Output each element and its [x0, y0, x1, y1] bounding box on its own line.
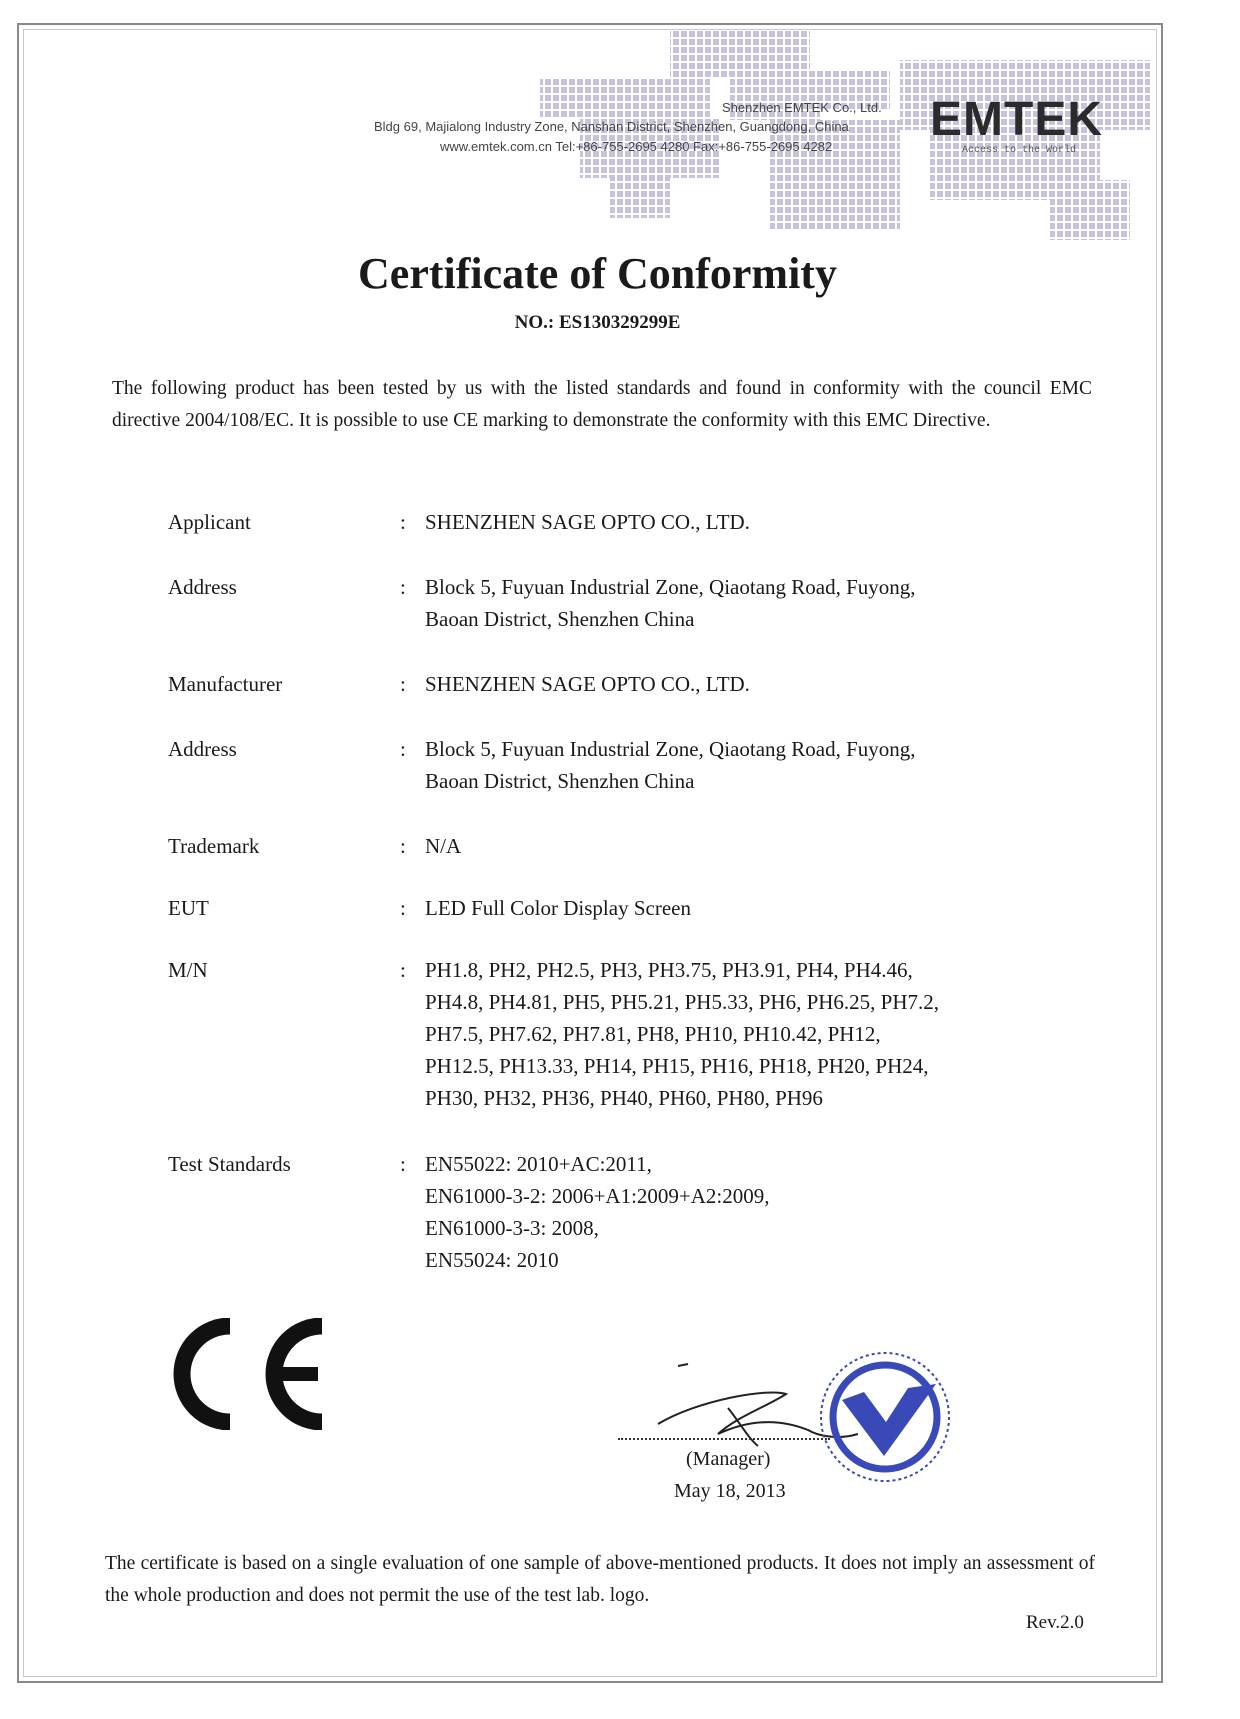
certificate-number: NO.: ES130329299E — [514, 312, 681, 333]
field-label: Address — [168, 737, 237, 761]
value-line: PH30, PH32, PH36, PH40, PH60, PH80, PH96 — [425, 1086, 823, 1110]
value-line: EN61000-3-2: 2006+A1:2009+A2:2009, — [425, 1184, 770, 1208]
footnote-disclaimer: The certificate is based on a single evaluation of one sample of above-mentioned products. It does not imply an assessment of the whole production and does not permit the use of the test lab. logo. — [105, 1553, 1095, 1606]
field-colon: : — [400, 896, 406, 920]
field-value — [425, 668, 1068, 700]
field-manufacturer — [168, 668, 1068, 700]
company-address-header: Bldg 69, Majialong Industry Zone, Nanshan District, Shenzhen, Guangdong, China — [374, 119, 849, 134]
value-line: LED Full Color Display Screen — [425, 896, 691, 920]
signature-date: May 18, 2013 — [674, 1480, 786, 1502]
value-line: PH4.8, PH4.81, PH5, PH5.21, PH5.33, PH6, PH6.25, PH7.2, — [425, 990, 940, 1014]
company-certificate-stamp — [790, 1322, 980, 1512]
field-value — [425, 571, 1068, 635]
signer-role: (Manager) — [686, 1448, 771, 1470]
field-model-numbers — [168, 954, 1068, 1114]
field-colon: : — [400, 834, 406, 858]
field-value — [425, 892, 1068, 924]
field-test-standards — [168, 1148, 1068, 1276]
value-line: Block 5, Fuyuan Industrial Zone, Qiaotang Road, Fuyong, — [425, 575, 916, 599]
value-line: SHENZHEN SAGE OPTO CO., LTD. — [425, 672, 750, 696]
value-line: Baoan District, Shenzhen China — [425, 607, 695, 631]
field-eut — [168, 892, 1068, 924]
company-name-header: Shenzhen EMTEK Co., Ltd. — [722, 100, 882, 115]
revision-label: Rev.2.0 — [1026, 1612, 1084, 1633]
value-line: EN61000-3-3: 2008, — [425, 1216, 599, 1240]
field-label: Address — [168, 575, 237, 599]
value-line: N/A — [425, 834, 462, 858]
page-title: Certificate of Conformity — [358, 249, 837, 298]
field-label: Manufacturer — [168, 672, 283, 696]
field-colon: : — [400, 737, 406, 761]
field-label: Applicant — [168, 510, 251, 534]
field-label: Trademark — [168, 834, 260, 858]
field-label: M/N — [168, 958, 208, 982]
field-applicant-address — [168, 571, 1068, 635]
field-value — [425, 733, 1068, 797]
value-line: EN55024: 2010 — [425, 1248, 559, 1272]
field-colon: : — [400, 510, 406, 534]
value-line: PH1.8, PH2, PH2.5, PH3, PH3.75, PH3.91, PH4, PH4.46, — [425, 958, 913, 982]
field-colon: : — [400, 958, 406, 982]
value-line: PH7.5, PH7.62, PH7.81, PH8, PH10, PH10.42, PH12, — [425, 1022, 881, 1046]
value-line: Block 5, Fuyuan Industrial Zone, Qiaotang Road, Fuyong, — [425, 737, 916, 761]
field-colon: : — [400, 575, 406, 599]
ce-mark-icon — [162, 1318, 330, 1430]
company-contact-header: www.emtek.com.cn Tel:+86-755-2695 4280 Fax:+86-755-2695 4282 — [440, 139, 833, 154]
value-line: Baoan District, Shenzhen China — [425, 769, 695, 793]
field-value — [425, 1148, 1068, 1276]
field-label: EUT — [168, 896, 209, 920]
field-colon: : — [400, 672, 406, 696]
field-value — [425, 954, 1068, 1114]
field-label: Test Standards — [168, 1152, 291, 1176]
field-value — [425, 830, 1068, 862]
field-applicant — [168, 506, 1068, 538]
intro-paragraph: The following product has been tested by us with the listed standards and found in conformity with the council EMC directive 2004/108/EC. It is possible to use CE marking to demonstrate the conformity with this EMC Directive. — [112, 378, 1092, 431]
field-value — [425, 506, 1068, 538]
value-line: SHENZHEN SAGE OPTO CO., LTD. — [425, 510, 750, 534]
value-line: EN55022: 2010+AC:2011, — [425, 1152, 652, 1176]
certificate-fields — [168, 506, 1068, 1276]
value-line: PH12.5, PH13.33, PH14, PH15, PH16, PH18, PH20, PH24, — [425, 1054, 929, 1078]
field-trademark — [168, 830, 1068, 862]
field-manufacturer-address — [168, 733, 1068, 797]
logo-tagline: Access to the World — [962, 145, 1077, 156]
emtek-logo: EMTEK — [930, 93, 1103, 146]
field-colon: : — [400, 1152, 406, 1176]
